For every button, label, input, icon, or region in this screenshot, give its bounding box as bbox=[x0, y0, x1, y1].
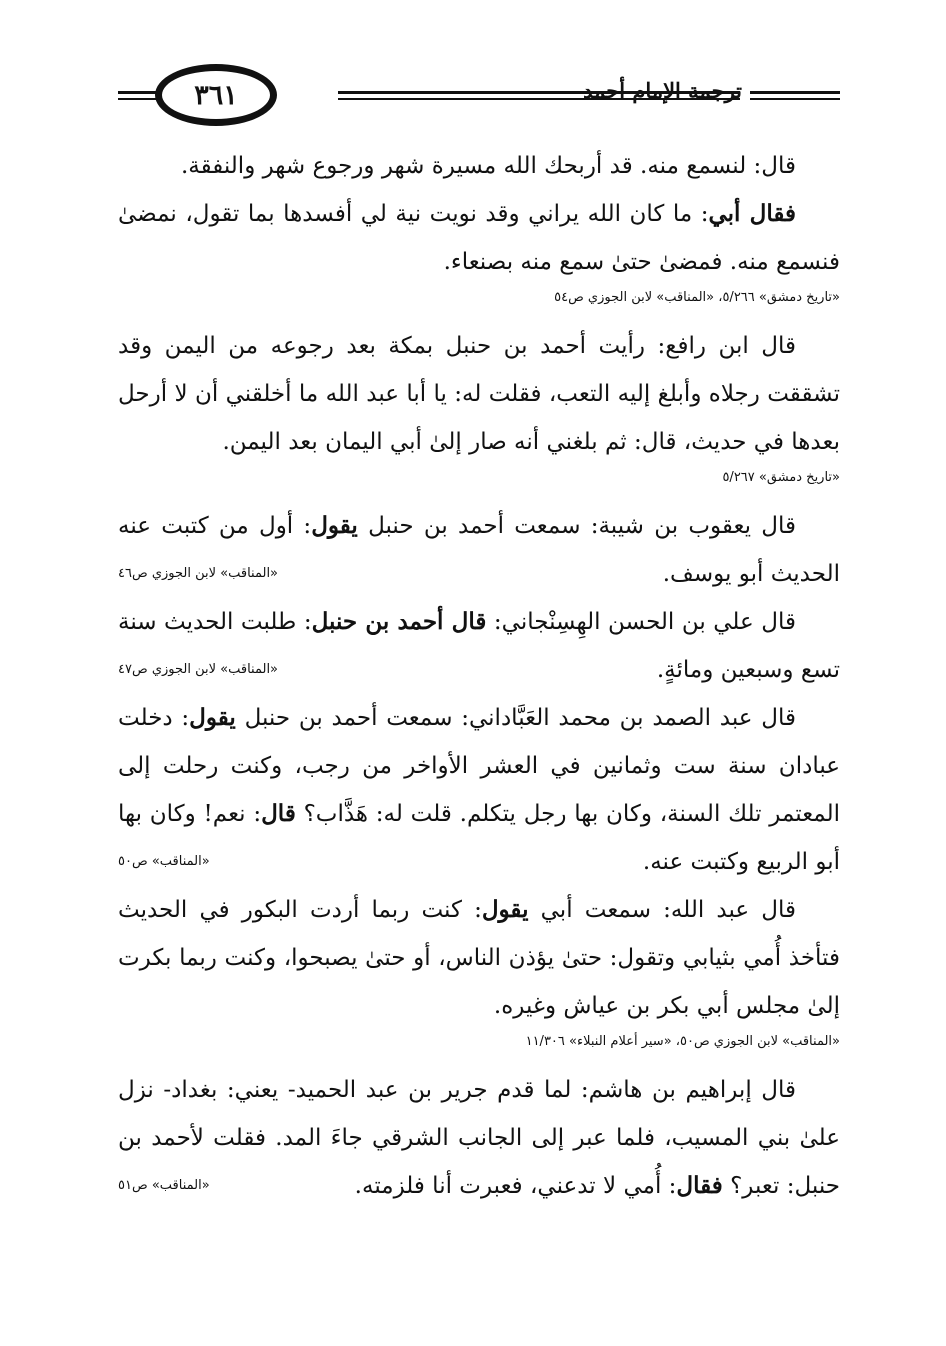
paragraph bbox=[118, 886, 840, 1030]
paragraph-text: : أُمي لا تدعني، فعبرت أنا فلزمته. bbox=[354, 1173, 677, 1199]
paragraph-text: قال يعقوب بن شيبة: سمعت أحمد بن حنبل bbox=[357, 513, 796, 539]
running-title: ترجمة الإمام أحمد bbox=[583, 78, 742, 103]
paragraph-text: قال: لنسمع منه. قد أربحك الله مسيرة شهر ورجوع شهر والنفقة. bbox=[180, 153, 796, 179]
paragraph bbox=[118, 142, 840, 190]
paragraph-text: : دخلت عبادان سنة ست وثمانين في العشر الأواخر من رجب، وكنت رحلت إلى المعتمر تلك السنة، وكان بها رجل يتكلم. قلت له: هَذَّاب؟ bbox=[118, 705, 840, 827]
paragraph bbox=[118, 1066, 840, 1210]
header-rule-left bbox=[118, 91, 158, 100]
page-header bbox=[110, 62, 840, 132]
source-citation: «المناقب» لابن الجوزي ص٤٦ bbox=[118, 566, 279, 581]
paragraph-text: : أول من كتبت عنه الحديث أبو يوسف. bbox=[118, 513, 840, 587]
paragraph-text: : ما كان الله يراني وقد نويت نية لي أفسدها بما تقول، نمضىٰ فنسمع منه. فمضىٰ حتىٰ سمع منه بصنعاء. bbox=[118, 201, 840, 275]
speaker-label: يقول bbox=[189, 704, 236, 731]
speaker-label: يقول bbox=[481, 896, 529, 923]
source-citation: «المناقب» ص٥١ bbox=[118, 1178, 210, 1193]
header-rule-tail bbox=[750, 91, 840, 100]
speaker-label: يقول bbox=[311, 512, 358, 539]
page-number: ٣٦١ bbox=[155, 64, 277, 126]
source-citation: «المناقب» لابن الجوزي ص٥٠، «سير أعلام النبلاء» ١١/٣٠٦ bbox=[525, 1034, 840, 1049]
paragraph bbox=[118, 502, 840, 598]
paragraph-text: : نعم! وكان بها أبو الربيع وكتبت عنه. bbox=[118, 801, 840, 875]
speaker-label: قال أحمد بن حنبل bbox=[311, 608, 487, 635]
paragraph-text: : كنت ربما أردت البكور في الحديث فتأخذ أُمي بثيابي وتقول: حتىٰ يؤذن الناس، أو حتىٰ يصبحوا، وكنت ربما بكرت إلىٰ مجلس أبي بكر بن عياش وغيره. bbox=[118, 897, 840, 1019]
paragraph bbox=[118, 322, 840, 466]
page-body bbox=[118, 142, 840, 1210]
paragraph-text: قال عبد الصمد بن محمد العَبَّاداني: سمعت أحمد بن حنبل bbox=[235, 705, 796, 731]
paragraph bbox=[118, 598, 840, 694]
paragraph-text: : طلبت الحديث سنة تسع وسبعين ومائةٍ. bbox=[118, 609, 840, 683]
speaker-label: قال bbox=[261, 800, 296, 827]
paragraph bbox=[118, 694, 840, 886]
speaker-label: فقال bbox=[676, 1172, 723, 1199]
paragraph-text: قال ابن رافع: رأيت أحمد بن حنبل بمكة بعد رجوعه من اليمن وقد تشققت رجلاه وأبلغ إليه التعب، فقلت له: يا أبا عبد الله ما أخلقني أن لا أرحل بعدها في حديث، قال: ثم بلغني أنه صار إلىٰ أبي اليمان بعد اليمن. bbox=[118, 333, 840, 455]
source-citation: «المناقب» ص٥٠ bbox=[118, 854, 210, 869]
source-citation: «تاريخ دمشق» ٥/٢٦٦، «المناقب» لابن الجوزي ص٥٤ bbox=[554, 290, 840, 305]
paragraph bbox=[118, 190, 840, 286]
speaker-label: فقال أبي bbox=[708, 200, 796, 227]
paragraph-text: قال علي بن الحسن الهِسِنْجاني: bbox=[486, 609, 797, 635]
paragraph-text: قال عبد الله: سمعت أبي bbox=[528, 897, 796, 923]
source-citation: «المناقب» لابن الجوزي ص٤٧ bbox=[118, 662, 279, 677]
source-citation: «تاريخ دمشق» ٥/٢٦٧ bbox=[722, 470, 840, 485]
paragraph-text: قال إبراهيم بن هاشم: لما قدم جرير بن عبد الحميد- يعني: بغداد- نزل علىٰ بني المسيب، فلما عبر إلى الجانب الشرقي جاءَ المد. فقلت لأحمد بن حنبل: تعبر؟ bbox=[118, 1077, 840, 1199]
